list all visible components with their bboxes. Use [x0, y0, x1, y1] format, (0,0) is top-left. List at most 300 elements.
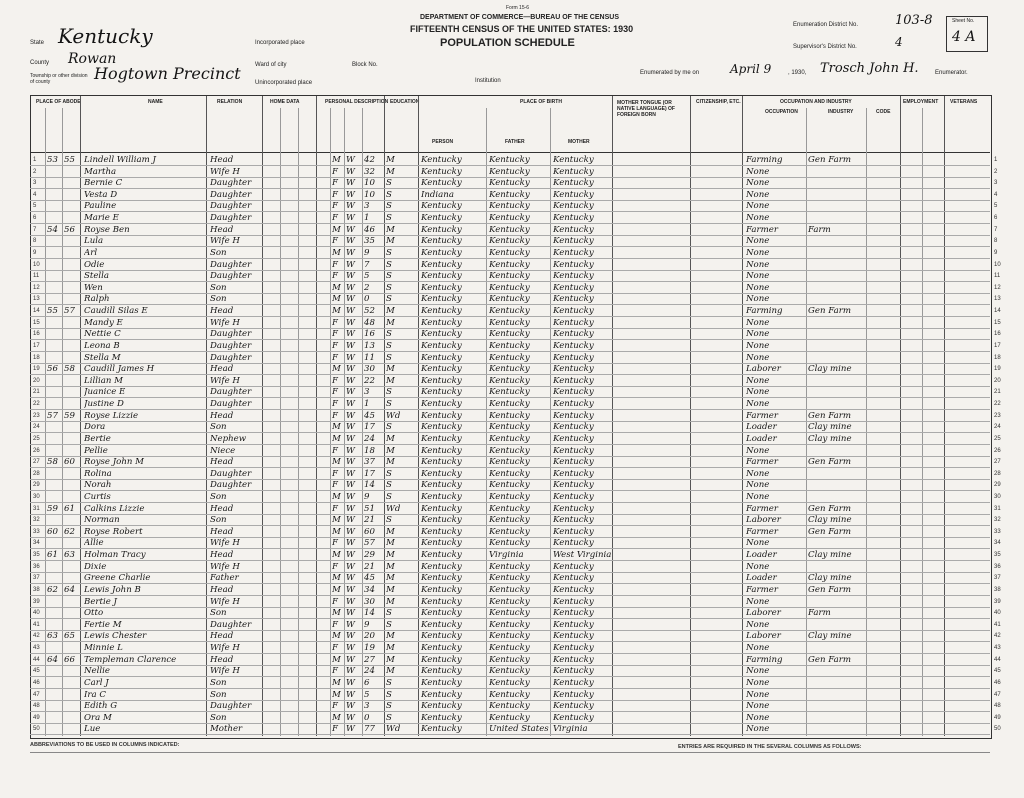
- cell-age: 1: [364, 399, 370, 410]
- cell-sex: F: [332, 236, 338, 247]
- table-row: [0, 189, 1024, 200]
- cell-ms: M: [386, 364, 395, 375]
- cell-race: W: [346, 491, 355, 502]
- cell-mbp: Kentucky: [553, 422, 594, 433]
- cell-ms: S: [386, 480, 392, 491]
- cell-rel: Nephew: [210, 433, 247, 444]
- cell-bp: Kentucky: [421, 654, 462, 665]
- line-number: 21: [33, 389, 40, 396]
- line-number-right: 39: [994, 598, 1001, 605]
- birth-subhead-father: FATHER: [505, 139, 525, 145]
- cell-race: W: [346, 538, 355, 549]
- cell-age: 42: [364, 155, 375, 165]
- cell-age: 17: [364, 468, 375, 479]
- cell-age: 46: [364, 224, 375, 235]
- cell-mbp: Virginia: [553, 724, 588, 735]
- cell-fbp: Kentucky: [489, 491, 530, 502]
- cell-mbp: Kentucky: [553, 166, 594, 177]
- cell-occ: Farming: [746, 306, 783, 317]
- line-number-right: 31: [994, 505, 1001, 512]
- cell-mbp: Kentucky: [553, 294, 594, 305]
- cell-sex: F: [332, 480, 338, 491]
- line-number: 26: [33, 447, 40, 454]
- line-number-right: 4: [994, 191, 998, 198]
- cell-mbp: Kentucky: [553, 247, 594, 258]
- cell-mbp: Kentucky: [553, 701, 594, 712]
- cell-fbp: Kentucky: [489, 689, 530, 700]
- cell-name: Caudill James H: [84, 364, 155, 375]
- cell-mbp: Kentucky: [553, 445, 594, 456]
- cell-bp: Kentucky: [421, 712, 462, 723]
- cell-age: 7: [364, 259, 370, 270]
- line-number: 30: [33, 493, 40, 500]
- cell-age: 3: [364, 701, 370, 712]
- table-row: [0, 421, 1024, 432]
- cell-bp: Kentucky: [421, 538, 462, 549]
- cell-fam: 60: [64, 457, 75, 468]
- cell-fbp: Kentucky: [489, 457, 530, 468]
- cell-rel: Daughter: [210, 213, 252, 224]
- cell-ind: Gen Farm: [808, 503, 851, 514]
- cell-name: Lindell William J: [84, 155, 156, 165]
- line-number: 44: [33, 656, 40, 663]
- cell-age: 16: [364, 329, 375, 340]
- table-row: [0, 247, 1024, 258]
- cell-race: W: [346, 282, 355, 293]
- cell-name: Templeman Clarence: [84, 654, 177, 665]
- cell-age: 10: [364, 178, 375, 189]
- cell-name: Bernie C: [84, 178, 123, 189]
- cell-rel: Son: [210, 677, 227, 688]
- township-label: Township or other division of county: [30, 73, 88, 85]
- cell-ms: M: [386, 526, 395, 537]
- cell-name: Royse Robert: [84, 526, 143, 537]
- department-line: DEPARTMENT OF COMMERCE—BUREAU OF THE CENSUS: [420, 14, 619, 21]
- line-number-right: 41: [994, 621, 1001, 628]
- cell-occ: None: [746, 259, 770, 270]
- line-number-right: 13: [994, 296, 1001, 303]
- line-number-right: 17: [994, 342, 1001, 349]
- cell-bp: Kentucky: [421, 410, 462, 421]
- cell-fbp: Kentucky: [489, 712, 530, 723]
- cell-sex: F: [332, 410, 338, 421]
- cell-rel: Wife H: [210, 317, 240, 328]
- line-number-right: 5: [994, 203, 998, 210]
- table-row: [0, 549, 1024, 560]
- cell-fbp: Kentucky: [489, 329, 530, 340]
- cell-fam: 62: [64, 526, 75, 537]
- line-number: 36: [33, 563, 40, 570]
- cell-ms: M: [386, 666, 395, 677]
- cell-name: Dora: [84, 422, 106, 433]
- cell-mbp: Kentucky: [553, 468, 594, 479]
- cell-fam: 61: [64, 503, 75, 514]
- cell-ms: S: [386, 247, 392, 258]
- line-number: 48: [33, 703, 40, 710]
- cell-occ: Farming: [746, 155, 783, 165]
- cell-bp: Kentucky: [421, 480, 462, 491]
- cell-fbp: United States: [489, 724, 549, 735]
- cell-mbp: Kentucky: [553, 631, 594, 642]
- cell-mbp: Kentucky: [553, 538, 594, 549]
- township-value: Hogtown Precinct: [94, 64, 241, 83]
- cell-sex: F: [332, 201, 338, 212]
- table-row: [0, 665, 1024, 676]
- cell-ms: M: [386, 236, 395, 247]
- cell-mbp: Kentucky: [553, 224, 594, 235]
- cell-occ: None: [746, 538, 770, 549]
- table-row: [0, 642, 1024, 653]
- occ-subhead-occupation: OCCUPATION: [765, 109, 798, 115]
- table-row: [0, 526, 1024, 537]
- cell-mbp: Kentucky: [553, 352, 594, 363]
- enum-district-value: 103-8: [895, 13, 933, 28]
- cell-sex: F: [332, 538, 338, 549]
- cell-ms: S: [386, 271, 392, 282]
- table-row: [0, 491, 1024, 502]
- cell-ms: M: [386, 550, 395, 561]
- cell-rel: Daughter: [210, 399, 252, 410]
- cell-ind: Clay mine: [808, 515, 852, 526]
- table-row: [0, 340, 1024, 351]
- enumerator-label: Enumerator.: [935, 70, 968, 76]
- cell-sex: F: [332, 701, 338, 712]
- cell-fbp: Kentucky: [489, 643, 530, 654]
- cell-fbp: Kentucky: [489, 433, 530, 444]
- cell-rel: Daughter: [210, 468, 252, 479]
- table-row: [0, 410, 1024, 421]
- cell-name: Norah: [84, 480, 112, 491]
- cell-age: 14: [364, 608, 375, 619]
- cell-rel: Daughter: [210, 387, 252, 398]
- line-number-right: 22: [994, 401, 1001, 408]
- cell-race: W: [346, 422, 355, 433]
- line-number: 40: [33, 610, 40, 617]
- cell-occ: None: [746, 468, 770, 479]
- sheet-label: Sheet No.: [952, 18, 975, 24]
- line-number-right: 29: [994, 482, 1001, 489]
- cell-fbp: Kentucky: [489, 631, 530, 642]
- table-row: [0, 456, 1024, 467]
- cell-fbp: Kentucky: [489, 259, 530, 270]
- cell-fbp: Kentucky: [489, 375, 530, 386]
- cell-fbp: Kentucky: [489, 387, 530, 398]
- cell-occ: None: [746, 189, 770, 200]
- cell-bp: Kentucky: [421, 550, 462, 561]
- cell-ms: M: [386, 317, 395, 328]
- cell-sex: M: [332, 689, 341, 700]
- cell-rel: Head: [210, 364, 234, 375]
- cell-age: 10: [364, 189, 375, 200]
- line-number: 41: [33, 621, 40, 628]
- cell-name: Arl: [84, 247, 98, 258]
- table-row: [0, 259, 1024, 270]
- cell-ind: Clay mine: [808, 433, 852, 444]
- sheet-value: 4 A: [952, 29, 976, 45]
- table-row: [0, 305, 1024, 316]
- cell-fbp: Kentucky: [489, 201, 530, 212]
- table-row: [0, 293, 1024, 304]
- cell-age: 37: [364, 457, 375, 468]
- line-number: 4: [33, 191, 37, 198]
- cell-fbp: Kentucky: [489, 224, 530, 235]
- cell-race: W: [346, 259, 355, 270]
- cell-mbp: Kentucky: [553, 189, 594, 200]
- line-number: 9: [33, 249, 37, 256]
- cell-ms: S: [386, 491, 392, 502]
- line-number: 45: [33, 668, 40, 675]
- cell-dw: 57: [47, 410, 58, 421]
- cell-fbp: Kentucky: [489, 654, 530, 665]
- cell-bp: Kentucky: [421, 689, 462, 700]
- line-number-right: 11: [994, 273, 1001, 280]
- cell-ms: S: [386, 619, 392, 630]
- cell-fbp: Kentucky: [489, 410, 530, 421]
- cell-name: Pellie: [84, 445, 108, 456]
- cell-bp: Kentucky: [421, 619, 462, 630]
- cell-fbp: Kentucky: [489, 480, 530, 491]
- census-title: FIFTEENTH CENSUS OF THE UNITED STATES: 1930: [410, 24, 634, 34]
- cell-race: W: [346, 189, 355, 200]
- cell-sex: M: [332, 491, 341, 502]
- footer-abbreviations: ABBREVIATIONS TO BE USED IN COLUMNS INDICATED:: [30, 742, 180, 748]
- cell-mbp: Kentucky: [553, 317, 594, 328]
- cell-bp: Kentucky: [421, 515, 462, 526]
- cell-age: 32: [364, 166, 375, 177]
- cell-race: W: [346, 631, 355, 642]
- cell-name: Fertie M: [84, 619, 122, 630]
- cell-sex: M: [332, 457, 341, 468]
- cell-age: 9: [364, 491, 370, 502]
- table-row: [0, 607, 1024, 618]
- cell-ms: Wd: [386, 503, 401, 514]
- cell-ms: S: [386, 689, 392, 700]
- cell-rel: Son: [210, 712, 227, 723]
- cell-occ: None: [746, 282, 770, 293]
- cell-fbp: Kentucky: [489, 468, 530, 479]
- cell-ind: Gen Farm: [808, 306, 851, 317]
- cell-fbp: Kentucky: [489, 364, 530, 375]
- line-number-right: 25: [994, 435, 1001, 442]
- cell-race: W: [346, 468, 355, 479]
- row-rule: [30, 734, 990, 735]
- cell-ms: M: [386, 166, 395, 177]
- table-row: [0, 596, 1024, 607]
- cell-bp: Kentucky: [421, 584, 462, 595]
- cell-sex: F: [332, 259, 338, 270]
- cell-occ: Farmer: [746, 410, 778, 421]
- cell-fbp: Kentucky: [489, 352, 530, 363]
- cell-rel: Wife H: [210, 643, 240, 654]
- cell-bp: Kentucky: [421, 468, 462, 479]
- cell-name: Martha: [84, 166, 117, 177]
- line-number: 19: [33, 366, 40, 373]
- col-group-abode: PLACE OF ABODE: [36, 99, 81, 105]
- col-group-employment: EMPLOYMENT: [903, 99, 939, 105]
- cell-fbp: Kentucky: [489, 213, 530, 224]
- cell-sex: F: [332, 189, 338, 200]
- line-number: 16: [33, 331, 40, 338]
- line-number-right: 45: [994, 668, 1001, 675]
- line-number: 7: [33, 226, 37, 233]
- cell-rel: Daughter: [210, 189, 252, 200]
- cell-age: 14: [364, 480, 375, 491]
- incorporated-label: Incorporated place: [255, 40, 305, 46]
- cell-occ: None: [746, 561, 770, 572]
- line-number-right: 50: [994, 726, 1001, 733]
- cell-bp: Kentucky: [421, 457, 462, 468]
- cell-rel: Daughter: [210, 259, 252, 270]
- cell-occ: None: [746, 178, 770, 189]
- line-number-right: 18: [994, 354, 1001, 361]
- cell-occ: None: [746, 352, 770, 363]
- cell-fbp: Kentucky: [489, 666, 530, 677]
- cell-occ: None: [746, 491, 770, 502]
- col-group-name: NAME: [148, 99, 163, 105]
- cell-mbp: West Virginia: [553, 550, 611, 561]
- cell-ms: M: [386, 224, 395, 235]
- cell-age: 1: [364, 213, 370, 224]
- cell-race: W: [346, 666, 355, 677]
- cell-bp: Kentucky: [421, 213, 462, 224]
- line-number-right: 16: [994, 331, 1001, 338]
- cell-occ: Laborer: [746, 631, 781, 642]
- cell-bp: Kentucky: [421, 294, 462, 305]
- cell-rel: Head: [210, 631, 234, 642]
- table-row: [0, 363, 1024, 374]
- cell-sex: F: [332, 561, 338, 572]
- cell-ms: S: [386, 387, 392, 398]
- cell-bp: Kentucky: [421, 329, 462, 340]
- cell-name: Caudill Silas E: [84, 306, 148, 317]
- table-row: [0, 537, 1024, 548]
- cell-race: W: [346, 596, 355, 607]
- cell-mbp: Kentucky: [553, 213, 594, 224]
- cell-rel: Daughter: [210, 178, 252, 189]
- cell-fam: 56: [64, 224, 75, 235]
- cell-age: 21: [364, 515, 375, 526]
- table-row: [0, 712, 1024, 723]
- cell-ms: M: [386, 631, 395, 642]
- cell-fam: 64: [64, 584, 75, 595]
- table-row: [0, 166, 1024, 177]
- cell-occ: None: [746, 317, 770, 328]
- cell-occ: None: [746, 666, 770, 677]
- cell-name: Dixie: [84, 561, 107, 572]
- line-number-right: 48: [994, 703, 1001, 710]
- cell-rel: Daughter: [210, 480, 252, 491]
- cell-age: 11: [364, 352, 375, 363]
- cell-ind: Gen Farm: [808, 526, 851, 537]
- cell-name: Odie: [84, 259, 105, 270]
- table-row: [0, 689, 1024, 700]
- cell-sex: M: [332, 712, 341, 723]
- occ-subhead-industry: INDUSTRY: [828, 109, 854, 115]
- line-number: 17: [33, 342, 40, 349]
- table-row: [0, 154, 1024, 165]
- line-number-right: 3: [994, 180, 998, 187]
- cell-sex: F: [332, 596, 338, 607]
- cell-mbp: Kentucky: [553, 677, 594, 688]
- cell-race: W: [346, 526, 355, 537]
- cell-age: 21: [364, 561, 375, 572]
- cell-name: Lillian M: [84, 375, 123, 386]
- cell-fbp: Kentucky: [489, 619, 530, 630]
- line-number: 8: [33, 238, 37, 245]
- line-number: 50: [33, 726, 40, 733]
- line-number-right: 2: [994, 168, 998, 175]
- table-row: [0, 572, 1024, 583]
- cell-mbp: Kentucky: [553, 282, 594, 293]
- line-number: 12: [33, 284, 40, 291]
- cell-fbp: Kentucky: [489, 701, 530, 712]
- cell-race: W: [346, 317, 355, 328]
- cell-ms: S: [386, 422, 392, 433]
- cell-bp: Kentucky: [421, 317, 462, 328]
- cell-name: Norman: [84, 515, 120, 526]
- cell-occ: None: [746, 294, 770, 305]
- cell-bp: Kentucky: [421, 491, 462, 502]
- cell-mbp: Kentucky: [553, 584, 594, 595]
- cell-ms: S: [386, 352, 392, 363]
- line-number-right: 19: [994, 366, 1001, 373]
- table-row: [0, 479, 1024, 490]
- cell-age: 9: [364, 247, 370, 258]
- cell-mbp: Kentucky: [553, 201, 594, 212]
- line-number: 47: [33, 691, 40, 698]
- cell-rel: Daughter: [210, 701, 252, 712]
- county-label: County: [30, 60, 50, 66]
- cell-bp: Kentucky: [421, 375, 462, 386]
- cell-name: Wen: [84, 282, 103, 293]
- enumerated-label: Enumerated by me on: [640, 70, 700, 76]
- enumerated-date: April 9: [730, 62, 772, 76]
- col-group-occupation: OCCUPATION AND INDUSTRY: [780, 99, 852, 105]
- cell-age: 34: [364, 584, 375, 595]
- cell-rel: Son: [210, 282, 227, 293]
- table-row: [0, 317, 1024, 328]
- line-number-right: 24: [994, 424, 1001, 431]
- line-number: 46: [33, 679, 40, 686]
- cell-fbp: Kentucky: [489, 282, 530, 293]
- line-number: 5: [33, 203, 37, 210]
- cell-rel: Father: [210, 573, 239, 584]
- cell-sex: F: [332, 352, 338, 363]
- cell-sex: M: [332, 550, 341, 561]
- cell-occ: None: [746, 236, 770, 247]
- cell-bp: Kentucky: [421, 596, 462, 607]
- cell-sex: F: [332, 468, 338, 479]
- table-row: [0, 619, 1024, 630]
- col-group-veterans: VETERANS: [950, 99, 978, 105]
- cell-race: W: [346, 457, 355, 468]
- table-row: [0, 561, 1024, 572]
- cell-fam: 63: [64, 550, 75, 561]
- table-row: [0, 514, 1024, 525]
- line-number-right: 7: [994, 226, 998, 233]
- cell-dw: 60: [47, 526, 58, 537]
- cell-sex: M: [332, 677, 341, 688]
- cell-bp: Kentucky: [421, 608, 462, 619]
- cell-bp: Kentucky: [421, 178, 462, 189]
- cell-dw: 55: [47, 306, 58, 317]
- cell-mbp: Kentucky: [553, 236, 594, 247]
- line-number-right: 23: [994, 412, 1001, 419]
- cell-ms: M: [386, 643, 395, 654]
- cell-age: 51: [364, 503, 375, 514]
- cell-dw: 61: [47, 550, 58, 561]
- cell-dw: 58: [47, 457, 58, 468]
